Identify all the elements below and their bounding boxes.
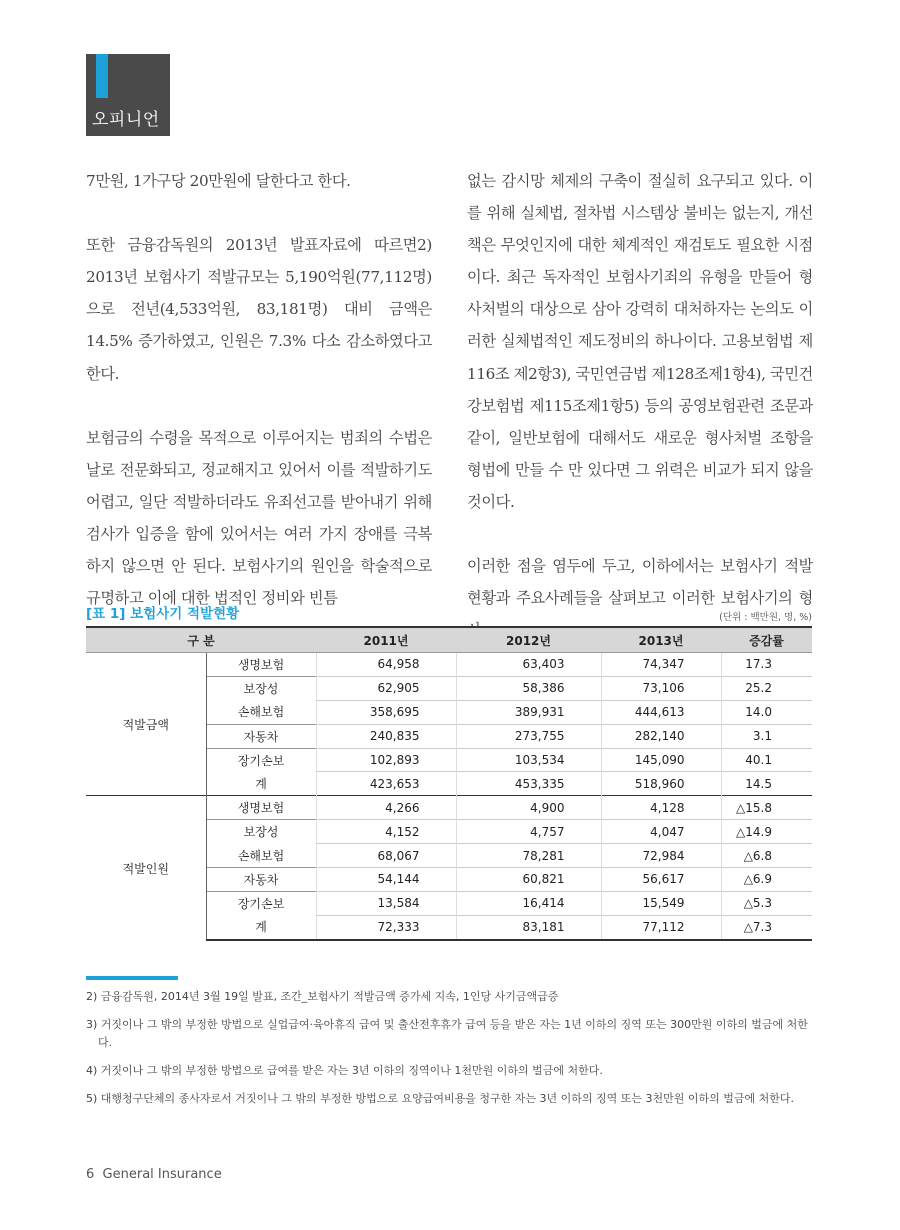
value-cell: 73,106: [601, 676, 721, 700]
row-label: 계: [206, 772, 316, 796]
value-cell: 518,960: [601, 772, 721, 796]
row-label: 자동차: [206, 724, 316, 748]
value-cell: 240,835: [316, 724, 456, 748]
change-rate-cell: △5.3: [721, 891, 812, 915]
footnote: 4) 거짓이나 그 밖의 부정한 방법으로 급여를 받은 자는 3년 이하의 징역이나 1천만원 이하의 벌금에 처한다.: [86, 1064, 603, 1077]
header-2012: 2012년: [456, 627, 601, 653]
footnote: 5) 대행청구단체의 종사자로서 거짓이나 그 밖의 부정한 방법으로 요양급여비용을 청구한 자는 3년 이하의 징역 또는 3천만원 이하의 벌금에 처한다.: [86, 1092, 795, 1105]
paragraph: 이러한 점을 염두에 두고, 이하에서는 보험사기 적발현황과 주요사례들을 살펴보고 이러한 보험사기의 형: [467, 557, 813, 608]
value-cell: 78,281: [456, 844, 601, 868]
change-rate-cell: 17.3: [721, 653, 812, 677]
footnote: 2) 금융감독원, 2014년 3월 19일 발표, 조간_보험사기 적발금액 증가세 지속, 1인당 사기금액급증: [86, 990, 559, 1003]
right-column: [467, 165, 813, 646]
value-cell: 102,893: [316, 748, 456, 772]
group-label: 적발인원: [86, 796, 206, 940]
page-footer: [86, 1167, 222, 1182]
value-cell: 273,755: [456, 724, 601, 748]
page-number: 6: [86, 1167, 95, 1182]
value-cell: 72,984: [601, 844, 721, 868]
value-cell: 103,534: [456, 748, 601, 772]
value-cell: 63,403: [456, 653, 601, 677]
value-cell: 54,144: [316, 868, 456, 892]
header-category: 구 분: [86, 627, 316, 653]
value-cell: 4,757: [456, 820, 601, 844]
row-label: 손해보험: [206, 700, 316, 724]
header-2013: 2013년: [601, 627, 721, 653]
value-cell: 68,067: [316, 844, 456, 868]
value-cell: 77,112: [601, 915, 721, 939]
change-rate-cell: 14.5: [721, 772, 812, 796]
value-cell: 83,181: [456, 915, 601, 939]
value-cell: 4,900: [456, 796, 601, 820]
value-cell: 145,090: [601, 748, 721, 772]
paragraph: 또한 금융감독원의 2013년 발표자료에 따르면2) 2013년 보험사기 적발규모는 5,190억원(77,112명)으로 전년(4,533억원, 83,181명) 대비 금액은 14.5% 증가하였고, 인원은 7.3% 다소 감소하였다고 한다.: [86, 236, 432, 383]
header-2011: 2011년: [316, 627, 456, 653]
paragraph: 7만원, 1가구당 20만원에 달한다고 한다.: [86, 172, 351, 190]
change-rate-cell: △14.9: [721, 820, 812, 844]
header-change-rate: 증감률: [721, 627, 812, 653]
value-cell: 4,266: [316, 796, 456, 820]
value-cell: 74,347: [601, 653, 721, 677]
row-label: 손해보험: [206, 844, 316, 868]
value-cell: 72,333: [316, 915, 456, 939]
value-cell: 282,140: [601, 724, 721, 748]
change-rate-cell: 14.0: [721, 700, 812, 724]
value-cell: 58,386: [456, 676, 601, 700]
value-cell: 389,931: [456, 700, 601, 724]
value-cell: 56,617: [601, 868, 721, 892]
value-cell: 15,549: [601, 891, 721, 915]
value-cell: 64,958: [316, 653, 456, 677]
section-tag-label: 오피니언: [92, 110, 160, 130]
value-cell: 423,653: [316, 772, 456, 796]
value-cell: 62,905: [316, 676, 456, 700]
paragraph: 보험금의 수령을 목적으로 이루어지는 범죄의 수법은 날로 전문화되고, 정교해지고 있어서 이를 적발하기도 어렵고, 일단 적발하더라도 유죄선고를 받아내기 위해 검사가 입증을 함에 있어서는 여러 가지 장애를 극복하지 않으면 안 된다. 보험사기의 원인을 학술적으로 규명하고 이에 대한 법적인 정비와 빈틈: [86, 428, 432, 608]
row-label: 생명보험: [206, 653, 316, 677]
row-label: 자동차: [206, 868, 316, 892]
table-header-row: [86, 627, 812, 653]
row-label: 장기손보: [206, 891, 316, 915]
change-rate-cell: △6.9: [721, 868, 812, 892]
value-cell: 60,821: [456, 868, 601, 892]
section-tag: [86, 54, 170, 136]
row-label: 장기손보: [206, 748, 316, 772]
change-rate-cell: 3.1: [721, 724, 812, 748]
table-row: [86, 653, 812, 677]
change-rate-cell: △6.8: [721, 844, 812, 868]
change-rate-cell: △15.8: [721, 796, 812, 820]
row-label: 계: [206, 915, 316, 939]
tag-accent-bar: [96, 54, 108, 98]
footnote-rule: [86, 976, 178, 980]
paragraph: 없는 감시망 체제의 구축이 절실히 요구되고 있다. 이를 위해 실체법, 절차법 시스템상 불비는 없는지, 개선책은 무엇인지에 대한 체계적인 재검토도 필요한 시점이다. 최근 독자적인 보험사기죄의 유형을 만들어 형사처벌의 대상으로 삼아 강력히 대처하자는 논의도 이러한 실체법적인 제도정비의 하나이다. 고용보험법 제116조 제2항3), 국민연금법 제128조제1항4), 국민건강보험법 제115조제1항5) 등의 공영보험관련 조문과 같이, 일반보험에 대해서도 새로운 형사처벌 조항을 형법에 만들 수 만 있다면 그 위력은 비교가 되지 않을 것이다.: [467, 172, 813, 511]
value-cell: 16,414: [456, 891, 601, 915]
value-cell: 444,613: [601, 700, 721, 724]
fraud-detection-table: [86, 626, 812, 941]
change-rate-cell: 40.1: [721, 748, 812, 772]
table-title: [표 1] 보험사기 적발현황: [86, 606, 240, 622]
footnotes: [86, 988, 816, 1118]
group-label: 적발금액: [122, 717, 169, 732]
table-unit: (단위 : 백만원, 명, %): [719, 612, 812, 623]
value-cell: 453,335: [456, 772, 601, 796]
value-cell: 358,695: [316, 700, 456, 724]
table-row: [86, 796, 812, 820]
row-label: 보장성: [206, 676, 316, 700]
publication-name: General Insurance: [102, 1167, 222, 1182]
change-rate-cell: △7.3: [721, 915, 812, 939]
footnote: 3) 거짓이나 그 밖의 부정한 방법으로 실업급여·육아휴직 급여 및 출산전후휴가 급여 등을 받은 자는 1년 이하의 징역 또는 300만원 이하의 벌금에 처한다.: [86, 1018, 808, 1049]
value-cell: 4,128: [601, 796, 721, 820]
change-rate-cell: 25.2: [721, 676, 812, 700]
value-cell: 4,047: [601, 820, 721, 844]
row-label: 생명보험: [206, 796, 316, 820]
value-cell: 4,152: [316, 820, 456, 844]
value-cell: 13,584: [316, 891, 456, 915]
row-label: 보장성: [206, 820, 316, 844]
left-column: [86, 165, 432, 614]
